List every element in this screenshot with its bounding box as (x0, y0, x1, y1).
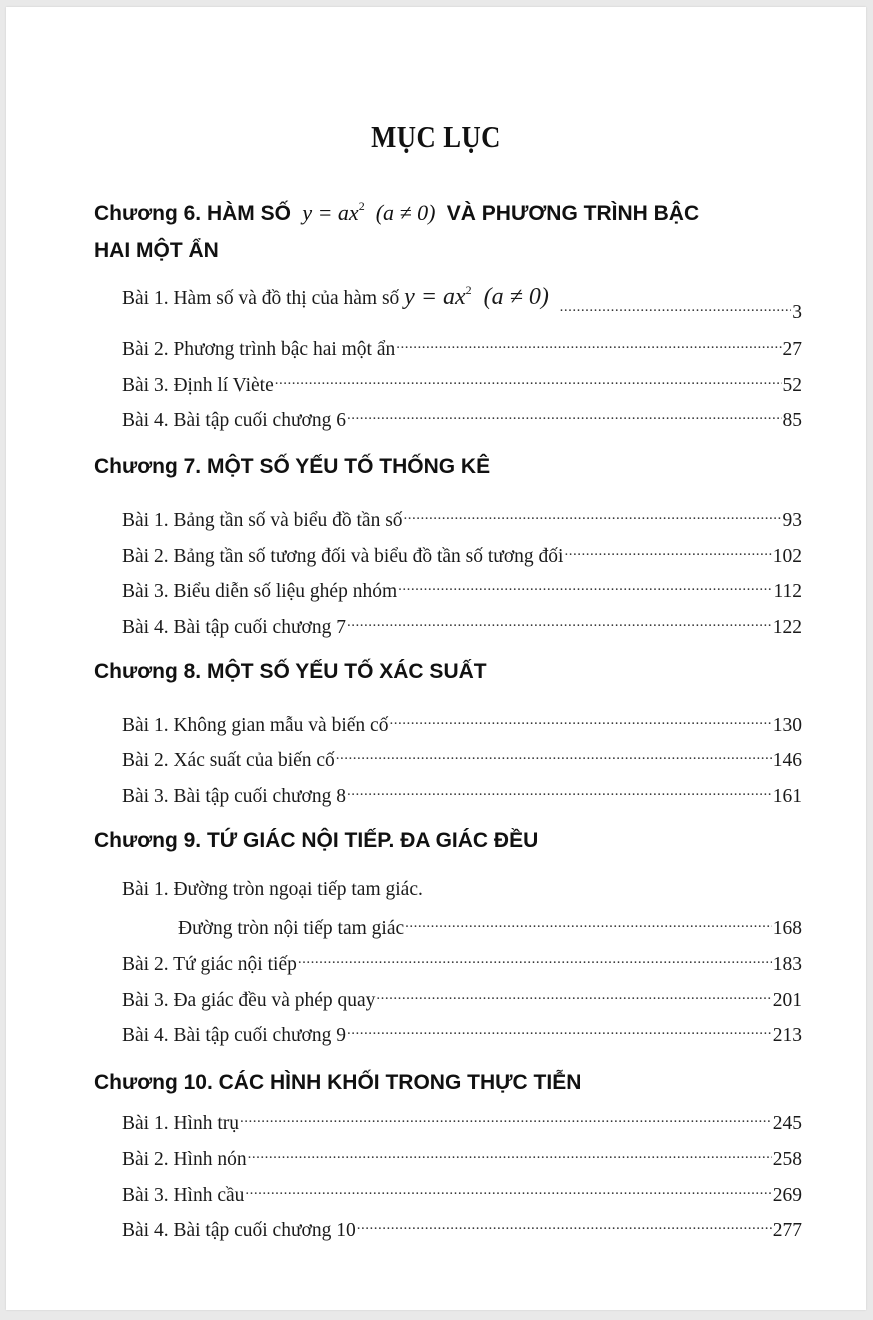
chapter-8-heading: Chương 8. MỘT SỐ YẾU TỐ XÁC SUẤT (94, 660, 487, 683)
dot-leader (347, 1021, 772, 1041)
toc-entry[interactable] (122, 711, 802, 737)
page-number: 3 (792, 302, 802, 323)
page-number: 27 (782, 338, 802, 360)
lesson-label: Bài 4. Bài tập cuối chương 6 (122, 409, 346, 431)
lesson-label: Bài 1. Không gian mẫu và biến cố (122, 714, 389, 736)
dot-leader (298, 950, 772, 970)
toc-entry[interactable] (122, 335, 802, 361)
page-number: 52 (782, 374, 802, 396)
formula-exponent: 2 (358, 199, 365, 213)
toc-entry[interactable] (122, 950, 802, 976)
dot-leader (275, 371, 782, 391)
formula-base: y = ax (302, 200, 359, 225)
dot-leader (405, 914, 772, 934)
page-number: 93 (782, 509, 802, 531)
lesson-label: Bài 2. Tứ giác nội tiếp (122, 953, 297, 975)
toc-entry[interactable] (122, 1145, 802, 1171)
dot-leader (347, 406, 782, 426)
chapter-10-heading: Chương 10. CÁC HÌNH KHỐI TRONG THỰC TIỄN (94, 1071, 582, 1094)
dot-leader (336, 746, 772, 766)
toc-entry[interactable] (122, 1216, 802, 1242)
dot-leader (357, 1216, 772, 1236)
dot-leader (560, 299, 792, 319)
lesson-label-line2: Đường tròn nội tiếp tam giác (178, 917, 405, 939)
lesson-label: Bài 2. Phương trình bậc hai một ẩn (122, 338, 396, 360)
dot-leader (347, 782, 772, 802)
dot-leader (398, 577, 772, 597)
page-number: 122 (772, 616, 802, 638)
lesson-label: Bài 1. Hình trụ (122, 1112, 239, 1134)
page-number: 112 (773, 580, 802, 602)
page-number: 269 (772, 1184, 802, 1206)
lesson-label: Bài 1. Hàm số và đồ thị của hàm số $y = ax^2$ (a ≠ 0) (122, 283, 549, 310)
toc-entry[interactable] (122, 371, 802, 397)
formula-condition: (a ≠ 0) (375, 200, 436, 225)
dot-leader (376, 986, 771, 1006)
page-number: 245 (772, 1112, 802, 1134)
page-number: 183 (772, 953, 802, 975)
chapter-6-heading (94, 199, 699, 226)
dot-leader (248, 1145, 772, 1165)
chapter-6-formula (297, 200, 441, 225)
dot-leader (389, 711, 771, 731)
toc-entry[interactable] (122, 986, 802, 1012)
lesson-label: Bài 3. Định lí Viète (122, 374, 274, 396)
page-number: 102 (772, 545, 802, 567)
chapter-6-heading-suffix: VÀ PHƯƠNG TRÌNH BẬC (446, 202, 700, 225)
chapter-7-heading: Chương 7. MỘT SỐ YẾU TỐ THỐNG KÊ (94, 455, 491, 478)
dot-leader (245, 1181, 771, 1201)
lesson-label: Bài 3. Đa giác đều và phép quay (122, 989, 376, 1011)
page-number: 201 (772, 989, 802, 1011)
toc-entry[interactable] (178, 914, 802, 940)
lesson-formula: $y = ax^2$ (a ≠ 0) (404, 283, 549, 310)
toc-entry[interactable] (122, 782, 802, 808)
lesson-label: Bài 3. Bài tập cuối chương 8 (122, 785, 346, 807)
page-number: 85 (782, 409, 802, 431)
page-title: MỤC LỤC (371, 119, 501, 154)
lesson-label: Bài 3. Hình cầu (122, 1184, 245, 1206)
toc-entry[interactable] (122, 613, 802, 639)
page-number: 258 (772, 1148, 802, 1170)
lesson-label: Bài 4. Bài tập cuối chương 10 (122, 1219, 356, 1241)
toc-entry[interactable] (122, 1181, 802, 1207)
lesson-label: Bài 4. Bài tập cuối chương 7 (122, 616, 346, 638)
dot-leader (564, 542, 771, 562)
dot-leader (347, 613, 772, 633)
page-number: 277 (772, 1219, 802, 1241)
chapter-6-heading-line2: HAI MỘT ẨN (94, 239, 219, 262)
lesson-label: Bài 2. Xác suất của biến cố (122, 749, 335, 771)
dot-leader (240, 1109, 772, 1129)
toc-entry[interactable] (122, 506, 802, 532)
document-page (6, 7, 866, 1310)
toc-entry[interactable] (122, 577, 802, 603)
chapter-6-heading-prefix: Chương 6. HÀM SỐ (94, 202, 291, 225)
toc-entry[interactable] (122, 1021, 802, 1047)
toc-entry[interactable] (122, 1109, 802, 1135)
lesson-label: Bài 1. Bảng tần số và biểu đồ tần số (122, 509, 403, 531)
page-number: 213 (772, 1024, 802, 1046)
toc-entry[interactable] (122, 746, 802, 772)
chapter-9-heading: Chương 9. TỨ GIÁC NỘI TIẾP. ĐA GIÁC ĐỀU (94, 829, 539, 852)
dot-leader (404, 506, 782, 526)
dot-leader (396, 335, 781, 355)
lesson-label: Bài 3. Biểu diễn số liệu ghép nhóm (122, 580, 398, 602)
lesson-label: Bài 2. Bảng tần số tương đối và biểu đồ tần số tương đối (122, 545, 564, 567)
toc-entry[interactable] (122, 283, 802, 323)
toc-entry[interactable] (122, 406, 802, 432)
lesson-label: Bài 2. Hình nón (122, 1148, 247, 1170)
page-number: 130 (772, 714, 802, 736)
page-number: 161 (772, 785, 802, 807)
page-number: 146 (772, 749, 802, 771)
lesson-label: Bài 4. Bài tập cuối chương 9 (122, 1024, 346, 1046)
page-number: 168 (772, 917, 802, 939)
toc-entry[interactable] (122, 542, 802, 568)
lesson-label-line1[interactable]: Bài 1. Đường tròn ngoại tiếp tam giác. (122, 879, 423, 900)
